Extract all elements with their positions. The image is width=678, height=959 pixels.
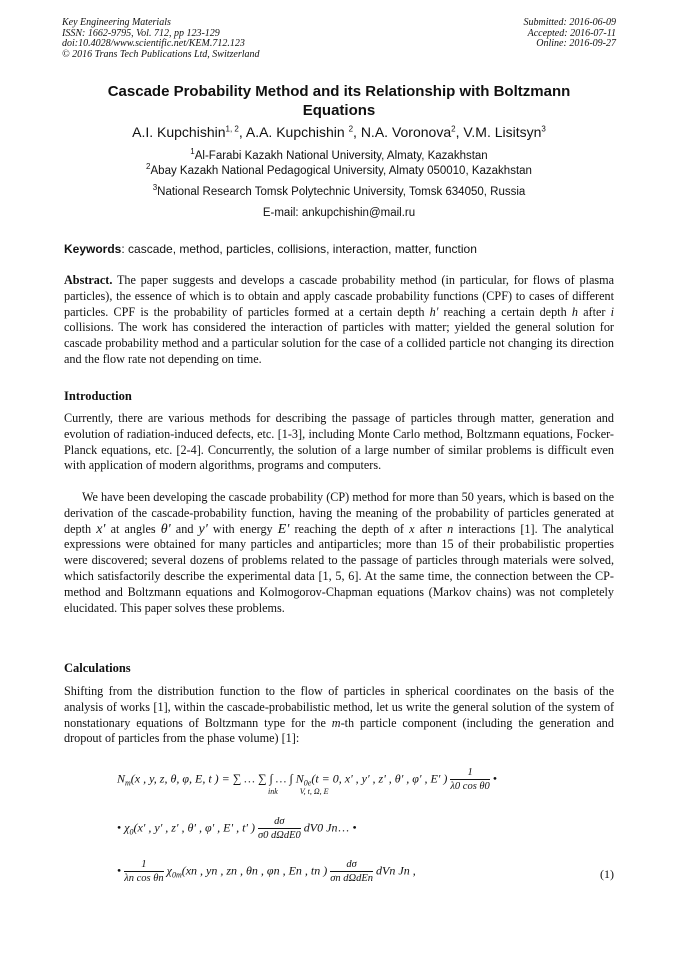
issn-line: ISSN: 1662-9795, Vol. 712, pp 123-129 <box>62 27 220 39</box>
contact-email[interactable]: E-mail: ankupchishin@mail.ru <box>262 207 416 219</box>
introduction-heading: Introduction <box>64 389 132 403</box>
fraction: $\frac{d\sigma}{\text{σn dΩdEn}}$ <box>330 859 374 884</box>
fraction: $\frac{1}{\text{λ0 cos θ0}}$ <box>450 767 490 792</box>
intro-paragraph-2: We have been developing the cascade probability (CP) method for more than 50 years, which is based on the derivation of the cascade-probability function, having the meaning of the probability of particles generated at depth x' at angles θ' and y' with energy E' reaching the depth of x after n interactions [1]. The analytical expressions were obtained for many particles and antiparticles; more than 15 of their probabilistic properties were discovered; several dozens of problems related to the passage of particles through materials were solved, which satisfactorily describe the experimental data [1, 5, 6]. At the same time, the connection between the CP-method and Boltzmann equations and Kolmogorov-Chapman equations (Markov chains) was not completely elucidated. This paper solves these problems. <box>64 490 614 615</box>
journal-header <box>62 18 260 60</box>
author-2: , A.A. Kupchishin <box>238 124 349 140</box>
affiliation-1: $^1$Al-Farabi Kazakh National University, Almaty, Kazakhstan <box>190 147 488 162</box>
fraction: $\frac{1}{\text{λn cos θn}}$ <box>124 859 164 884</box>
paper-title: Cascade Probability Method and its Relationship with Boltzmann Equations <box>107 83 571 119</box>
equation-line-3: • $\frac{1}{\text{λn cos θn}}$ $\chi_{0m}(xn$ , yn , zn , θn , φn , En , tn ) $\frac{d\sigma}{\text{σn dΩdEn}}$ dVn Jn , <box>117 859 416 884</box>
accepted-date: Accepted: 2016-07-11 <box>527 27 616 39</box>
abstract: Abstract. The paper suggests and develops a cascade probability method (in particular, for flows of plasma particles), the essence of which is to obtain and apply cascade probability functions (CPF) to cases of different particles. CPF is the probability of particles formed at a certain depth h' reaching a certain depth h after i collisions. The work has considered the interaction of particles with matter; yielded the general solution for cascade probability method and a particular solution for the case of a collided particle not changing its direction and the flow rate not depending on time. <box>64 273 614 366</box>
author-3: , N.A. Voronova <box>353 124 452 140</box>
affiliation-2: $^2$Abay Kazakh National Pedagogical University, Almaty 050010, Kazakhstan <box>146 162 532 177</box>
author-list: A.I. Kupchishin$^{1, 2}$, A.A. Kupchishin $^2$, N.A. Voronova$^2$, V.M. Lisitsyn$^3$ <box>132 124 546 140</box>
journal-name: Key Engineering Materials <box>62 17 171 28</box>
submitted-date: Submitted: 2016-06-09 <box>523 17 616 28</box>
calculations-paragraph: Shifting from the distribution function to the flow of particles in spherical coordinates on the basis of the analysis of works [1], within the cascade-probabilistic method, let us write the general solution of the system of nonstationary equations of Boltzmann type for the m-th particle component (including the generation and dropout of particles from the phase volume) [1]: <box>64 684 614 746</box>
copyright-line: © 2016 Trans Tech Publications Ltd, Switzerland <box>62 48 260 60</box>
intro-paragraph-1: Currently, there are various methods for describing the passage of particles through matter, generation and evolution of radiation-induced defects, etc. [1-3], including Monte Carlo method, Boltzmann equations, Focker-Planck equations, etc. [2-4]. Concurrently, the solution of a large number of similar problems is difficult even with application of modern algorithms, programs and computers. <box>64 411 614 473</box>
author-4: , V.M. Lisitsyn <box>455 124 542 140</box>
affiliation-3: $^3$National Research Tomsk Polytechnic University, Tomsk 634050, Russia <box>152 183 526 198</box>
keywords: Keywords: cascade, method, particles, collisions, interaction, matter, function <box>64 242 477 256</box>
doi-line: doi:10.4028/www.scientific.net/KEM.712.123 <box>62 38 245 49</box>
abstract-label: Abstract. <box>64 273 113 287</box>
fraction: $\frac{d\sigma}{\text{σ0 dΩdE0}}$ <box>257 816 301 841</box>
author-1: A.I. Kupchishin <box>132 124 226 140</box>
online-date: Online: 2016-09-27 <box>536 38 616 49</box>
equation-line-2: • $\chi_0(x'$ , y' , z' , θ' , φ' , E' , t' ) $\frac{d\sigma}{\text{σ0 dΩdE0}}$ dV0 Jn… • <box>117 816 357 841</box>
calculations-heading: Calculations <box>64 661 131 675</box>
equation-line-1: $N_m(x$ , y, z, θ, φ, E, t ) = ∑ … ∑ ∫ … ∫ $N_{0e}(t = 0$, x' , y' , z' , θ' , φ' , E' ) $\frac{1}{\text{λ0 cos θ0}}$ • <box>117 767 498 792</box>
summation-subscripts: ink V, t, Ω, E <box>268 787 329 796</box>
equation-number: (1) <box>600 867 614 881</box>
dates-header <box>524 18 617 50</box>
